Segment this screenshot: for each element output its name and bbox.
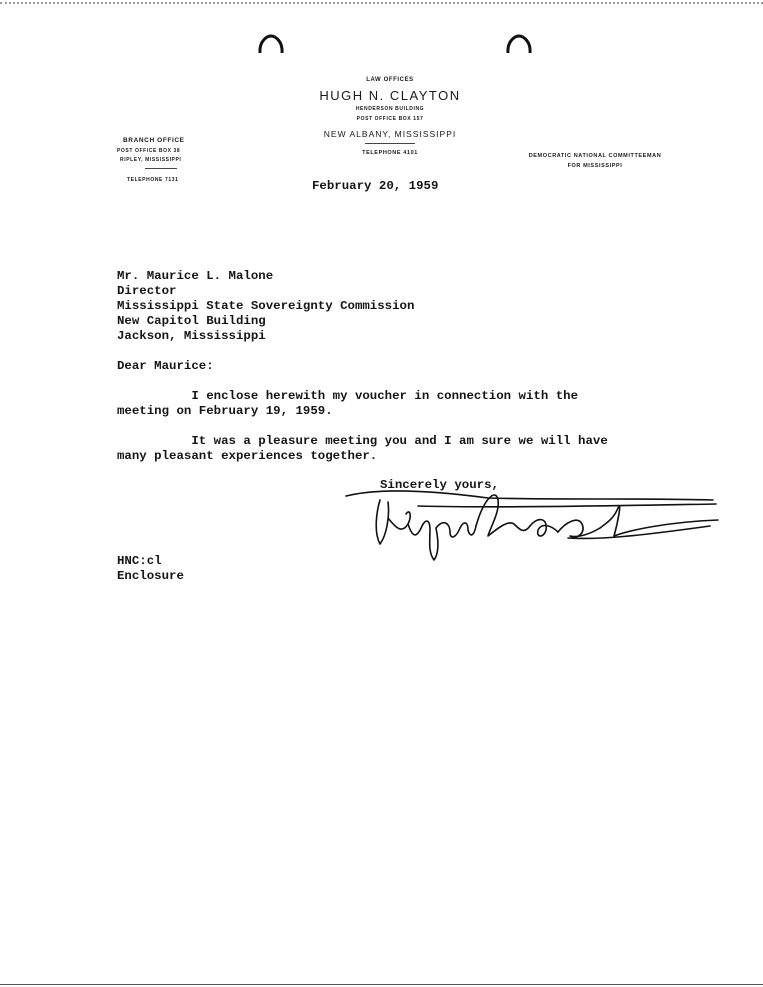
address-line: Mr. Maurice L. Malone [117, 269, 274, 283]
reference-initials: HNC:cl [117, 554, 162, 568]
address-line: Jackson, Mississippi [117, 329, 266, 343]
bottom-edge [0, 984, 763, 985]
top-perforation [0, 2, 763, 4]
letterhead-name: HUGH N. CLAYTON [319, 88, 461, 103]
branch-office-title: BRANCH OFFICE [123, 137, 185, 144]
letterhead-law-offices: LAW OFFICES [366, 77, 414, 83]
branch-city: RIPLEY, MISSISSIPPI [120, 157, 182, 163]
handwritten-signature [338, 478, 728, 568]
body-paragraph-2-line-2: many pleasant experiences together. [117, 449, 378, 463]
salutation: Dear Maurice: [117, 359, 214, 373]
committee-line-2: FOR MISSISSIPPI [567, 163, 623, 169]
committee-line-1: DEMOCRATIC NATIONAL COMMITTEEMAN [528, 153, 662, 159]
punch-hole-left-icon [257, 33, 285, 57]
branch-divider [145, 168, 177, 169]
address-line: New Capitol Building [117, 314, 266, 328]
letterhead-building: HENDERSON BUILDING [355, 106, 425, 112]
letterhead-po-box: POST OFFICE BOX 157 [356, 116, 424, 122]
letter-date: February 20, 1959 [312, 179, 439, 193]
body-paragraph-2-line-1: It was a pleasure meeting you and I am sure we will have [117, 434, 608, 448]
branch-telephone: TELEPHONE 7131 [127, 177, 179, 183]
punch-hole-right-icon [505, 33, 533, 57]
body-paragraph-1-line-2: meeting on February 19, 1959. [117, 404, 333, 418]
letterhead-telephone: TELEPHONE 4101 [362, 150, 418, 156]
branch-po-box: POST OFFICE BOX 38 [117, 148, 181, 154]
address-line: Mississippi State Sovereignty Commission [117, 299, 415, 313]
address-line: Director [117, 284, 177, 298]
letterhead-divider [365, 143, 415, 144]
letterhead-city: NEW ALBANY, MISSISSIPPI [323, 129, 457, 139]
complimentary-close: Sincerely yours, [380, 478, 499, 492]
enclosure-notation: Enclosure [117, 569, 184, 583]
body-paragraph-1-line-1: I enclose herewith my voucher in connection with the [117, 389, 579, 403]
